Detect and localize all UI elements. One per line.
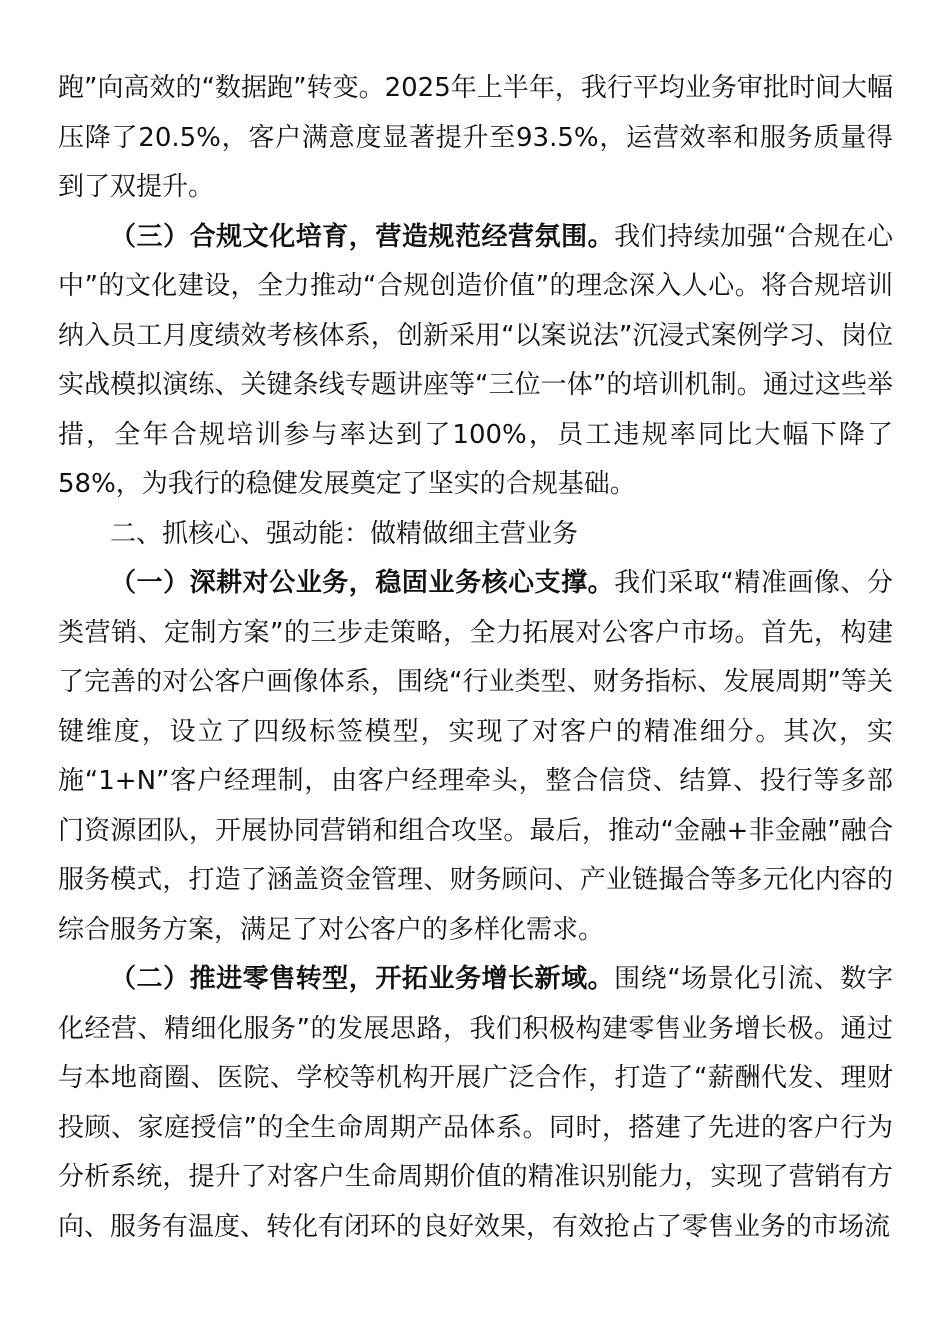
paragraph-text: 围绕“场景化引流、数字化经营、精细化服务”的发展思路，我们积极构建零售业务增长极。通过与本地商圈、医院、学校等机构开展广泛合作，打造了“薪酬代发、理财投顾、家庭授信”的全生命周期产品体系。同时，搭建了先进的客户行为分析系统，提升了对客户生命周期价值的精准识别能力，实现了营销有方向、服务有温度、转化有闭环的良好效果，有效抢占了零售业务的市场流 [58,964,893,1242]
paragraph-text: 我们持续加强“合规在心中”的文化建设，全力推动“合规创造价值”的理念深入人心。将合规培训纳入员工月度绩效考核体系，创新采用“以案说法”沉浸式案例学习、岗位实战模拟演练、关键条线专题讲座等“三位一体”的培训机制。通过这些举措，全年合规培训参与率达到了100%，员工违规率同比大幅下降了58%，为我行的稳健发展奠定了坚实的合规基础。 [58,221,893,499]
paragraph-corporate-business [58,559,893,955]
section-title-core-business [58,510,893,560]
paragraph-retail-transformation [58,955,893,1252]
paragraph-compliance-culture [58,213,893,510]
paragraph-continuation [58,64,893,213]
paragraph-text: 跑”向高效的“数据跑”转变。2025年上半年，我行平均业务审批时间大幅压降了20.5%，客户满意度显著提升至93.5%，运营效率和服务质量得到了双提升。 [58,73,893,202]
section-heading: （一）深耕对公业务，稳固业务核心支撑。 [110,568,615,598]
section-heading: （二）推进零售转型，开拓业务增长新域。 [110,964,615,994]
document-page [58,64,893,1252]
section-title: 二、抓核心、强动能：做精做细主营业务 [110,518,579,549]
paragraph-text: 我们采取“精准画像、分类营销、定制方案”的三步走策略，全力拓展对公客户市场。首先，构建了完善的对公客户画像体系，围绕“行业类型、财务指标、发展周期”等关键维度，设立了四级标签模型，实现了对客户的精准细分。其次，实施“1+N”客户经理制，由客户经理牵头，整合信贷、结算、投行等多部门资源团队，开展协同营销和组合攻坚。最后，推动“金融+非金融”融合服务模式，打造了涵盖资金管理、财务顾问、产业链撮合等多元化内容的综合服务方案，满足了对公客户的多样化需求。 [58,568,893,945]
section-heading: （三）合规文化培育，营造规范经营氛围。 [110,221,615,252]
